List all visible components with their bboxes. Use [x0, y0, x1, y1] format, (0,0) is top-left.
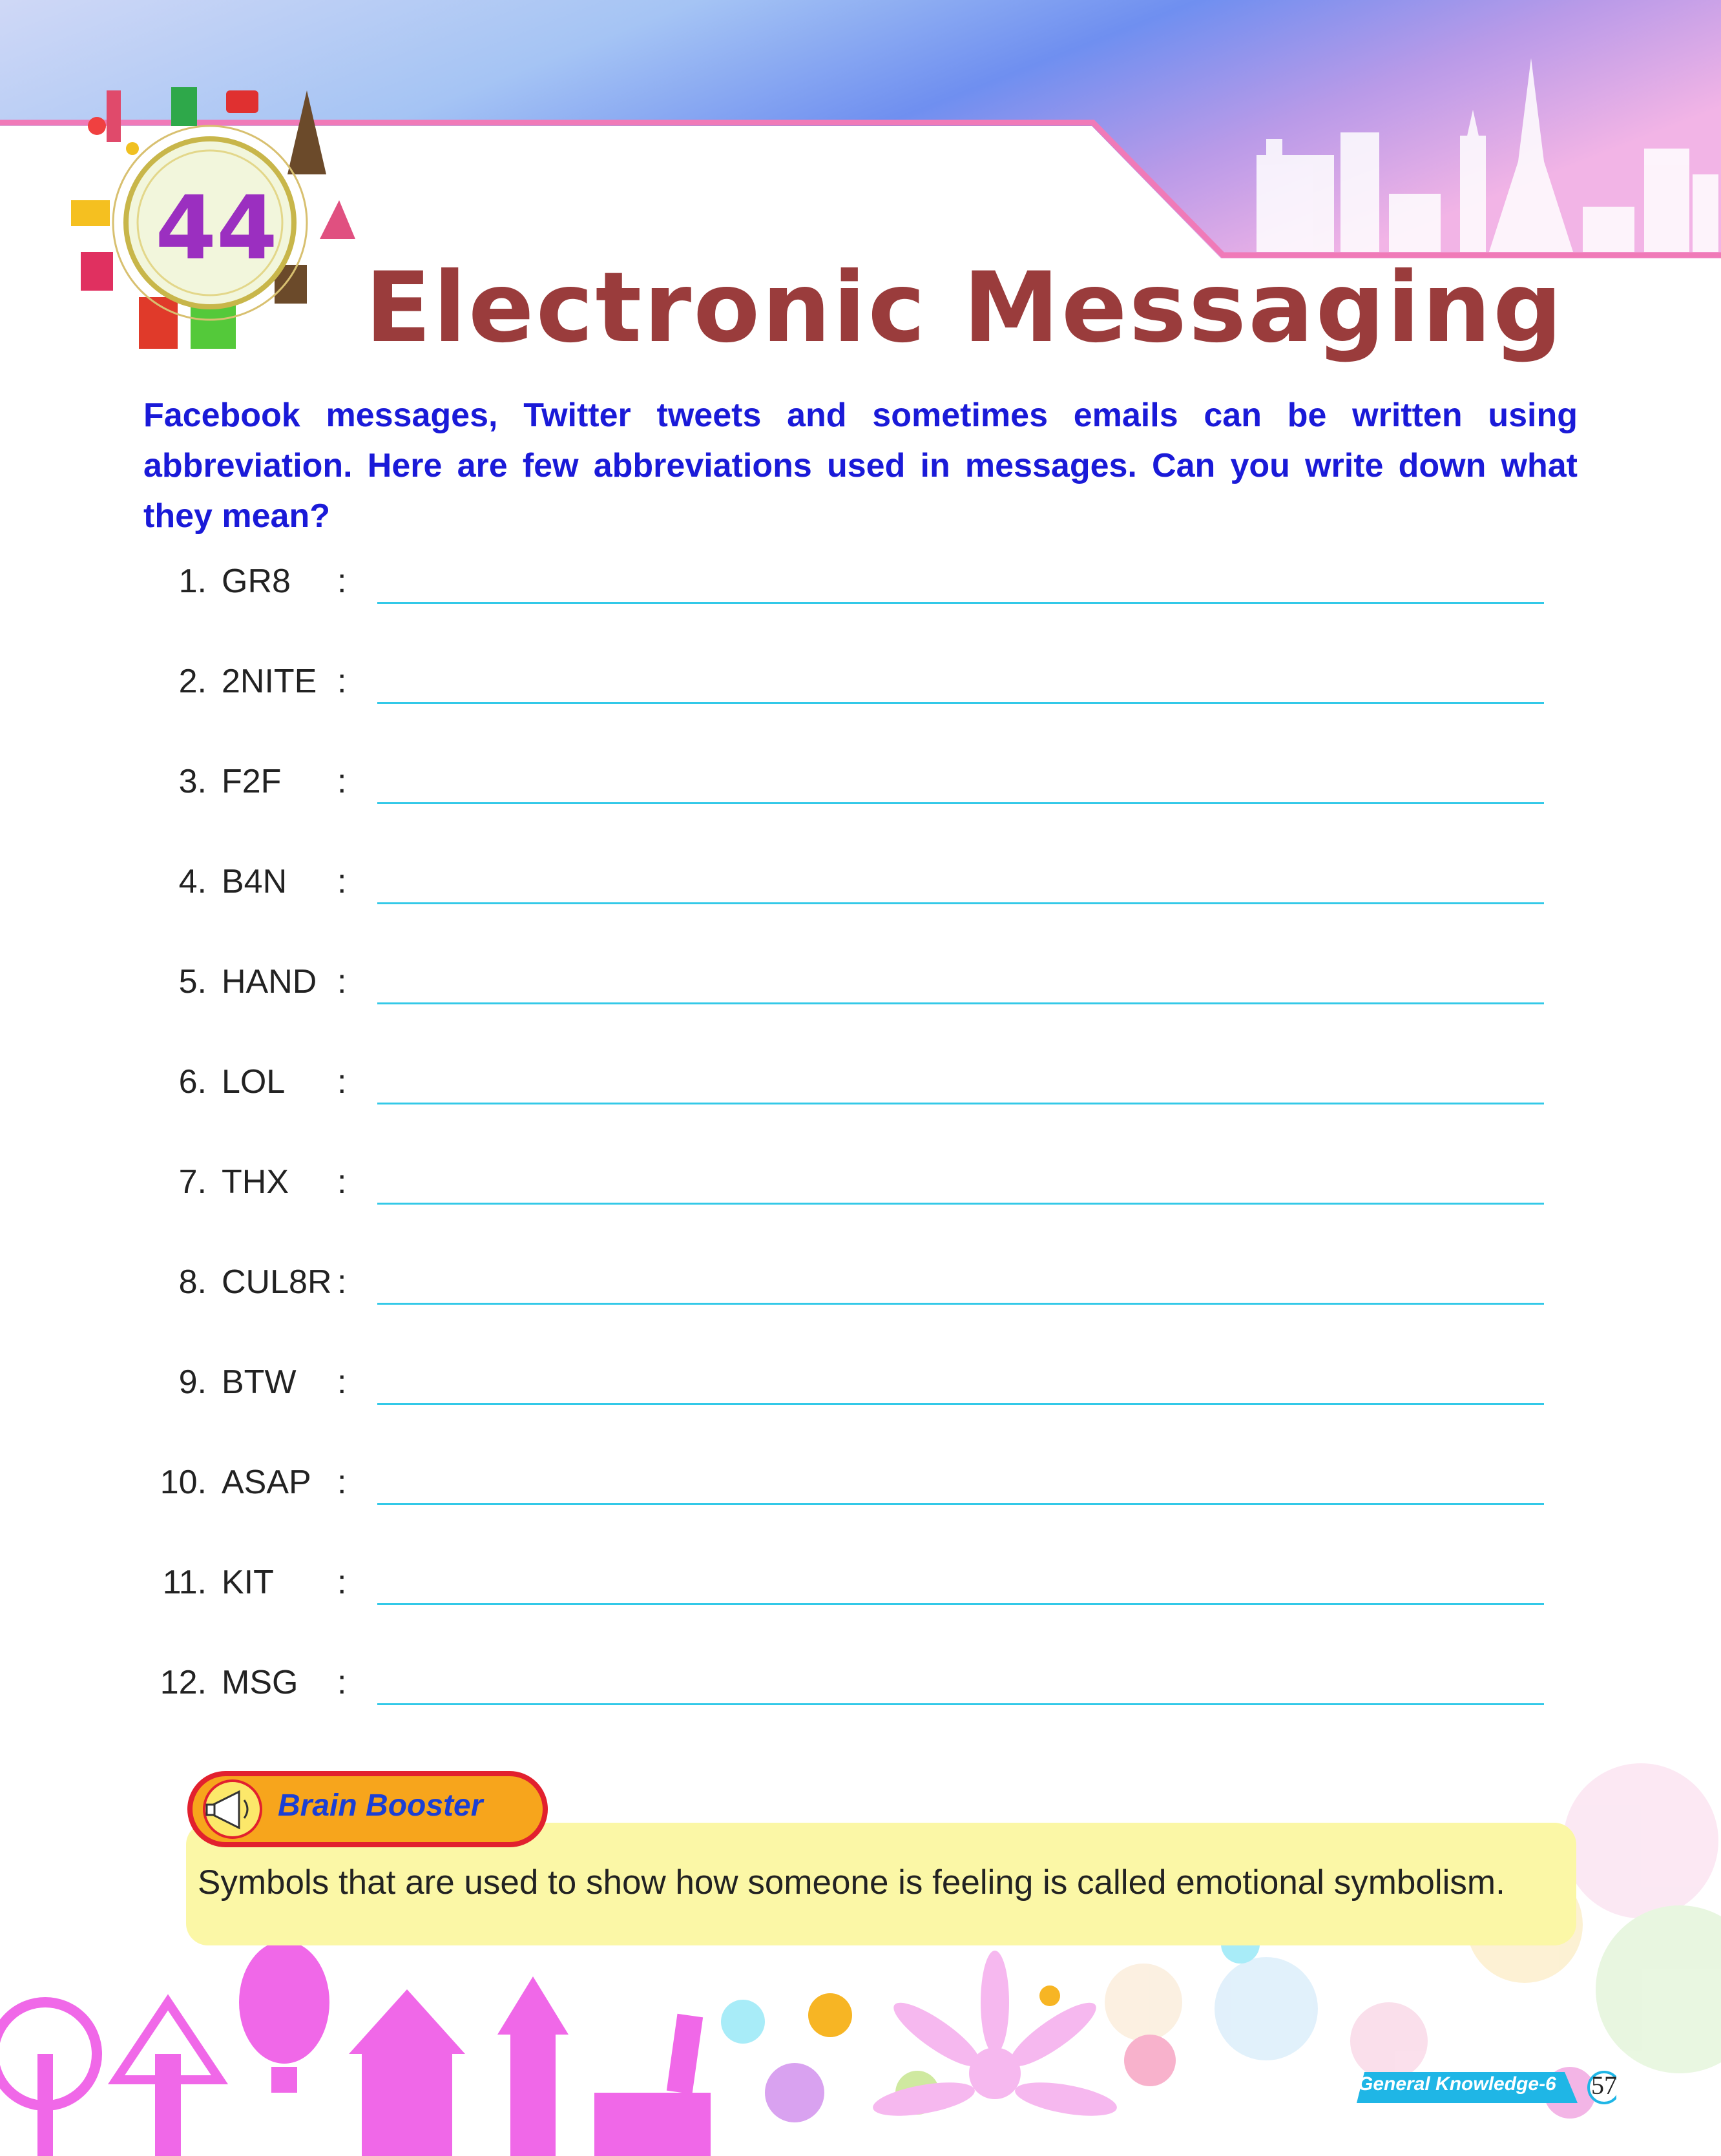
chapter-number: 44	[155, 178, 278, 280]
question-abbreviation: BTW	[222, 1363, 297, 1401]
question-number: 12.	[160, 1664, 207, 1701]
question-number: 4.	[178, 863, 207, 900]
question-abbreviation: F2F	[222, 763, 282, 800]
answer-line[interactable]	[377, 702, 1544, 704]
question-colon: :	[337, 663, 347, 700]
question-colon: :	[337, 863, 347, 900]
question-number: 8.	[178, 1263, 207, 1301]
question-abbreviation: LOL	[222, 1063, 286, 1101]
answer-line[interactable]	[377, 1103, 1544, 1104]
answer-line[interactable]	[377, 1002, 1544, 1004]
brain-booster-label: Brain Booster	[278, 1788, 483, 1823]
question-abbreviation: KIT	[222, 1564, 274, 1601]
question-number: 5.	[178, 963, 207, 1000]
brain-booster-text: Symbols that are used to show how someone is feeling is called emotional symbolism.	[198, 1863, 1505, 1902]
question-row	[0, 762, 1721, 814]
question-row	[0, 1163, 1721, 1214]
book-label: General Knowledge-6	[1358, 2073, 1556, 2095]
question-abbreviation: MSG	[222, 1664, 298, 1701]
question-row	[0, 1263, 1721, 1314]
question-row	[0, 962, 1721, 1014]
question-abbreviation: 2NITE	[222, 663, 317, 700]
answer-line[interactable]	[377, 1503, 1544, 1505]
question-row	[0, 1563, 1721, 1615]
answer-line[interactable]	[377, 902, 1544, 904]
question-number: 9.	[178, 1363, 207, 1401]
question-abbreviation: GR8	[222, 563, 291, 600]
question-number: 3.	[178, 763, 207, 800]
question-colon: :	[337, 763, 347, 800]
question-colon: :	[337, 1063, 347, 1101]
question-row	[0, 1062, 1721, 1114]
question-number: 2.	[178, 663, 207, 700]
question-number: 7.	[178, 1163, 207, 1201]
question-colon: :	[337, 563, 347, 600]
question-colon: :	[337, 1263, 347, 1301]
question-abbreviation: THX	[222, 1163, 289, 1201]
flower-icon	[870, 1951, 1119, 2122]
answer-line[interactable]	[377, 602, 1544, 604]
question-abbreviation: HAND	[222, 963, 317, 1000]
question-colon: :	[337, 1363, 347, 1401]
question-row	[0, 1363, 1721, 1415]
question-abbreviation: ASAP	[222, 1464, 311, 1501]
page-number: 57	[1591, 2071, 1617, 2100]
question-number: 1.	[178, 563, 207, 600]
question-row	[0, 862, 1721, 914]
chapter-title: Electronic Messaging	[365, 252, 1565, 364]
question-colon: :	[337, 963, 347, 1000]
question-number: 11.	[162, 1564, 207, 1601]
question-row	[0, 662, 1721, 714]
question-colon: :	[337, 1664, 347, 1701]
question-colon: :	[337, 1464, 347, 1501]
question-row	[0, 1463, 1721, 1515]
answer-line[interactable]	[377, 1303, 1544, 1305]
question-row	[0, 1663, 1721, 1715]
answer-line[interactable]	[377, 1603, 1544, 1605]
question-row	[0, 562, 1721, 614]
answer-line[interactable]	[377, 1703, 1544, 1705]
instructions-text: Facebook messages, Twitter tweets and sometimes emails can be written using abbreviation. Here are few abbreviations used in messages. Can you write down what they mean?	[143, 397, 1578, 535]
question-number: 10.	[160, 1464, 207, 1501]
question-abbreviation: B4N	[222, 863, 287, 900]
answer-line[interactable]	[377, 802, 1544, 804]
question-number: 6.	[178, 1063, 207, 1101]
answer-line[interactable]	[377, 1203, 1544, 1205]
answer-line[interactable]	[377, 1403, 1544, 1405]
question-abbreviation: CUL8R	[222, 1263, 332, 1301]
landmark-silhouettes	[0, 1941, 711, 2156]
chapter-badge	[61, 71, 359, 362]
question-colon: :	[337, 1163, 347, 1201]
question-colon: :	[337, 1564, 347, 1601]
